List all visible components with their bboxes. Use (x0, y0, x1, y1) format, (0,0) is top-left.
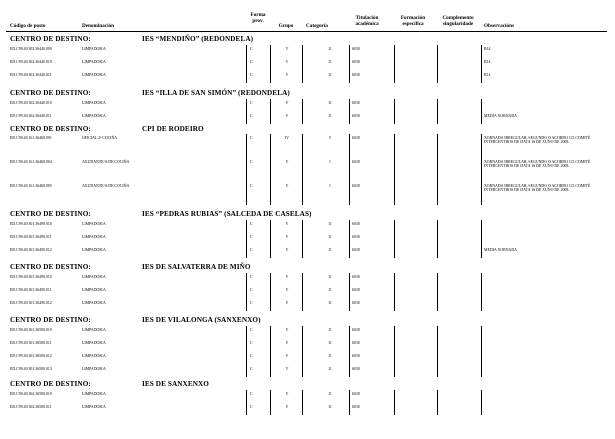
cell-forma: C (250, 101, 253, 105)
cell-observaciones: XORNADA IRREGULAR, SEGUNDO O ACORDO CO COMITÉ INTERCENTROS DE DATA 16 DE XUÑO DE 2008. (484, 160, 591, 169)
column-rule (349, 99, 350, 124)
cell-forma: C (250, 73, 253, 77)
cell-codigo: ED.C99.40.301.36500.013 (10, 367, 52, 371)
column-rule (270, 273, 271, 311)
cell-observaciones: B14 (484, 60, 491, 64)
cell-observaciones: MEDIA XORNADA (484, 248, 517, 252)
cell-forma: C (250, 136, 253, 140)
center-label: CENTRO DE DESTINO: (10, 316, 91, 324)
cell-titulacion: 6030 (352, 160, 360, 164)
header-complemento-line1: Complemento (442, 15, 474, 21)
column-rule (270, 45, 271, 83)
column-rule (349, 220, 350, 258)
cell-codigo: ED.C99.40.302.36440.011 (10, 73, 52, 77)
column-rule (394, 134, 395, 205)
header-complemento-line2: singularidade (442, 20, 474, 27)
cell-titulacion: 6030 (352, 114, 360, 118)
cell-codigo: ED.C99.40.301.36500.011 (10, 341, 52, 345)
cell-categoria: 11 (328, 341, 332, 345)
header-grupo: Grupo (278, 23, 294, 29)
cell-denominacion: AXUDANTE/A DE COCIÑA (82, 160, 130, 164)
header-complemento (436, 16, 480, 27)
cell-titulacion: 6030 (352, 47, 360, 51)
cell-denominacion: LIMPADOR/A (82, 275, 106, 279)
cell-grupo: V (285, 405, 289, 409)
cell-codigo: ED.C99.40.302.36440.009 (10, 47, 52, 51)
cell-titulacion: 6030 (352, 235, 360, 239)
column-rule (270, 390, 271, 415)
header-rule (6, 31, 607, 32)
cell-forma: C (250, 341, 253, 345)
cell-forma: C (250, 367, 253, 371)
cell-forma: C (250, 392, 253, 396)
cell-grupo: V (285, 235, 289, 239)
center-name: IES “MENDIÑO” (REDONDELA) (142, 35, 254, 43)
cell-denominacion: LIMPADOR/A (82, 288, 106, 292)
center-name: IES “PEDRAS RUBIAS” (SALCEDA DE CASELAS) (142, 210, 312, 218)
cell-forma: C (250, 184, 253, 188)
header-formacion-line2: específica (402, 20, 424, 27)
cell-observaciones: XORNADA IRREGULAR, SEGUNDO O ACORDO CO COMITÉ INTERCENTROS DE DATA 16 DE XUÑO DE 2008. (484, 136, 591, 145)
cell-categoria: 1 (329, 184, 331, 188)
cell-observaciones: B14 (484, 47, 491, 51)
cell-grupo: V (285, 288, 289, 292)
cell-observaciones: B14 (484, 73, 491, 77)
column-rule (437, 390, 438, 415)
cell-denominacion: LIMPADOR/A (82, 101, 106, 105)
cell-grupo: V (285, 354, 289, 358)
cell-grupo: V (285, 114, 289, 118)
header-titulacion (347, 16, 387, 27)
cell-titulacion: 6030 (352, 60, 360, 64)
cell-categoria: 11 (328, 301, 332, 305)
cell-titulacion: 6030 (352, 184, 360, 188)
cell-codigo: ED.C99.40.301.36500.010 (10, 328, 52, 332)
cell-categoria: 11 (328, 367, 332, 371)
header-denominacion: Denominación (82, 23, 114, 29)
cell-denominacion: LIMPADOR/A (82, 60, 106, 64)
cell-forma: C (250, 328, 253, 332)
column-rule (246, 326, 247, 377)
cell-grupo: V (285, 184, 289, 188)
column-rule (246, 220, 247, 258)
column-rule (437, 326, 438, 377)
cell-grupo: V (285, 248, 289, 252)
column-rule (349, 326, 350, 377)
cell-categoria: 1 (329, 160, 331, 164)
column-rule (302, 134, 303, 205)
column-rule (394, 99, 395, 124)
cell-categoria: 11 (328, 354, 332, 358)
cell-grupo: V (285, 301, 289, 305)
header-formacion (391, 16, 435, 27)
cell-forma: C (250, 60, 253, 64)
cell-codigo: ED.C99.40.301.36490.011 (10, 235, 52, 239)
column-rule (349, 273, 350, 311)
cell-denominacion: LIMPADOR/A (82, 328, 106, 332)
cell-codigo: ED.C99.40.302.36500.010 (10, 392, 52, 396)
center-label: CENTRO DE DESTINO: (10, 380, 91, 388)
cell-titulacion: 6030 (352, 73, 360, 77)
cell-titulacion: 6030 (352, 328, 360, 332)
cell-denominacion: LIMPADOR/A (82, 248, 106, 252)
cell-grupo: IV (284, 136, 290, 140)
cell-grupo: V (285, 367, 289, 371)
cell-grupo: V (285, 60, 289, 64)
cell-titulacion: 6030 (352, 222, 360, 226)
column-rule (481, 273, 482, 311)
column-rule (302, 273, 303, 311)
cell-categoria: 11 (328, 392, 332, 396)
cell-codigo: ED.C99.40.302.36500.011 (10, 405, 52, 409)
cell-denominacion: LIMPADOR/A (82, 405, 106, 409)
column-rule (437, 273, 438, 311)
cell-codigo: ED.C99.40.302.36440.011 (10, 114, 52, 118)
cell-titulacion: 6030 (352, 354, 360, 358)
cell-codigo: ED.C99.40.161.36460.001 (10, 136, 52, 140)
center-label: CENTRO DE DESTINO: (10, 210, 91, 218)
header-titulacion-line2: académica (355, 20, 379, 27)
column-rule (394, 273, 395, 311)
cell-forma: C (250, 301, 253, 305)
cell-grupo: V (285, 341, 289, 345)
cell-categoria: 11 (328, 288, 332, 292)
cell-denominacion: LIMPADOR/A (82, 47, 106, 51)
cell-denominacion: OFICIAL 2ª COCIÑA (82, 136, 118, 140)
center-name: CPI DE RODEIRO (142, 125, 204, 133)
cell-codigo: ED.C99.40.301.36490.011 (10, 288, 52, 292)
header-forma-prov-line1: Forma (250, 12, 266, 18)
cell-categoria: 11 (328, 235, 332, 239)
column-rule (246, 45, 247, 83)
header-titulacion-line1: Titulación (355, 15, 379, 21)
center-label: CENTRO DE DESTINO: (10, 35, 91, 43)
cell-forma: C (250, 354, 253, 358)
cell-forma: C (250, 160, 253, 164)
cell-denominacion: LIMPADOR/A (82, 301, 106, 305)
cell-codigo: ED.C99.40.301.36490.012 (10, 248, 52, 252)
cell-titulacion: 6030 (352, 248, 360, 252)
column-rule (394, 220, 395, 258)
center-name: IES “ILLA DE SAN SIMÓN” (REDONDELA) (142, 89, 290, 97)
cell-denominacion: LIMPADOR/A (82, 392, 106, 396)
cell-categoria: 11 (328, 114, 332, 118)
cell-denominacion: AXUDANTE/A DE COCIÑA (82, 184, 130, 188)
cell-codigo: ED.C99.40.302.36440.010 (10, 60, 52, 64)
column-rule (437, 134, 438, 205)
cell-grupo: V (285, 73, 289, 77)
column-rule (246, 134, 247, 205)
cell-codigo: ED.C99.40.301.36490.010 (10, 222, 52, 226)
cell-titulacion: 6030 (352, 301, 360, 305)
column-rule (437, 220, 438, 258)
cell-categoria: 11 (328, 405, 332, 409)
column-rule (481, 220, 482, 258)
cell-titulacion: 6030 (352, 405, 360, 409)
cell-categoria: 11 (328, 47, 332, 51)
column-rule (302, 390, 303, 415)
column-rule (270, 99, 271, 124)
header-formacion-line1: Formación (400, 15, 426, 21)
center-label: CENTRO DE DESTINO: (10, 125, 91, 133)
cell-forma: C (250, 275, 253, 279)
cell-grupo: V (285, 47, 289, 51)
column-rule (302, 326, 303, 377)
center-name: IES DE SALVATERRA DE MIÑO (142, 263, 251, 271)
cell-categoria: 11 (328, 328, 332, 332)
cell-grupo: V (285, 392, 289, 396)
cell-grupo: V (285, 160, 289, 164)
center-label: CENTRO DE DESTINO: (10, 89, 91, 97)
cell-categoria: 11 (328, 248, 332, 252)
cell-forma: C (250, 235, 253, 239)
cell-denominacion: LIMPADOR/A (82, 354, 106, 358)
cell-titulacion: 6030 (352, 392, 360, 396)
column-rule (394, 326, 395, 377)
column-rule (246, 273, 247, 311)
column-rule (349, 390, 350, 415)
column-rule (349, 45, 350, 83)
cell-titulacion: 6030 (352, 101, 360, 105)
cell-codigo: ED.C99.40.161.36460.004 (10, 160, 52, 164)
cell-categoria: 11 (328, 60, 332, 64)
column-rule (481, 99, 482, 124)
cell-categoria: 11 (328, 101, 332, 105)
column-rule (270, 134, 271, 205)
cell-denominacion: LIMPADOR/A (82, 222, 106, 226)
column-rule (270, 220, 271, 258)
column-rule (349, 134, 350, 205)
header-categoria: Categoría (306, 23, 328, 29)
cell-codigo: ED.C99.40.301.36500.012 (10, 354, 52, 358)
column-rule (270, 326, 271, 377)
cell-denominacion: LIMPADOR/A (82, 73, 106, 77)
column-rule (302, 45, 303, 83)
column-rule (394, 45, 395, 83)
cell-forma: C (250, 47, 253, 51)
cell-forma: C (250, 114, 253, 118)
cell-denominacion: LIMPADOR/A (82, 367, 106, 371)
cell-forma: C (250, 288, 253, 292)
column-rule (302, 99, 303, 124)
column-rule (481, 390, 482, 415)
column-rule (437, 99, 438, 124)
header-observaciones: Observacións (484, 23, 514, 29)
cell-forma: C (250, 248, 253, 252)
column-rule (394, 390, 395, 415)
cell-grupo: V (285, 275, 289, 279)
cell-forma: C (250, 405, 253, 409)
header-forma-prov-line2: prov. (252, 17, 264, 24)
column-rule (481, 134, 482, 205)
column-rule (246, 99, 247, 124)
cell-observaciones: XORNADA IRREGULAR, SEGUNDO O ACORDO CO COMITÉ INTERCENTROS DE DATA 16 DE XUÑO DE 2008. (484, 184, 591, 193)
cell-titulacion: 6030 (352, 288, 360, 292)
cell-denominacion: LIMPADOR/A (82, 114, 106, 118)
cell-grupo: V (285, 101, 289, 105)
cell-denominacion: LIMPADOR/A (82, 341, 106, 345)
column-rule (481, 45, 482, 83)
cell-categoria: 11 (328, 222, 332, 226)
cell-titulacion: 6030 (352, 136, 360, 140)
cell-titulacion: 6030 (352, 275, 360, 279)
header-codigo: Código de posto (10, 23, 46, 29)
cell-grupo: V (285, 328, 289, 332)
column-rule (437, 45, 438, 83)
column-rule (246, 390, 247, 415)
cell-denominacion: LIMPADOR/A (82, 235, 106, 239)
cell-titulacion: 6030 (352, 341, 360, 345)
cell-categoria: 11 (328, 73, 332, 77)
cell-titulacion: 6030 (352, 367, 360, 371)
cell-codigo: ED.C99.40.301.36490.012 (10, 301, 52, 305)
cell-codigo: ED.C99.40.302.36440.010 (10, 101, 52, 105)
cell-forma: C (250, 222, 253, 226)
header-forma-prov (246, 13, 270, 24)
cell-codigo: ED.C99.40.161.36460.005 (10, 184, 52, 188)
column-rule (302, 220, 303, 258)
center-label: CENTRO DE DESTINO: (10, 263, 91, 271)
center-name: IES DE SANXENXO (142, 380, 210, 388)
column-rule (481, 326, 482, 377)
center-name: IES DE VILALONGA (SANXENXO) (142, 316, 261, 324)
cell-categoria: 5 (329, 136, 331, 140)
cell-codigo: ED.C99.40.301.36490.010 (10, 275, 52, 279)
cell-observaciones: MEDIA XORNADA (484, 114, 517, 118)
cell-grupo: V (285, 222, 289, 226)
cell-categoria: 11 (328, 275, 332, 279)
